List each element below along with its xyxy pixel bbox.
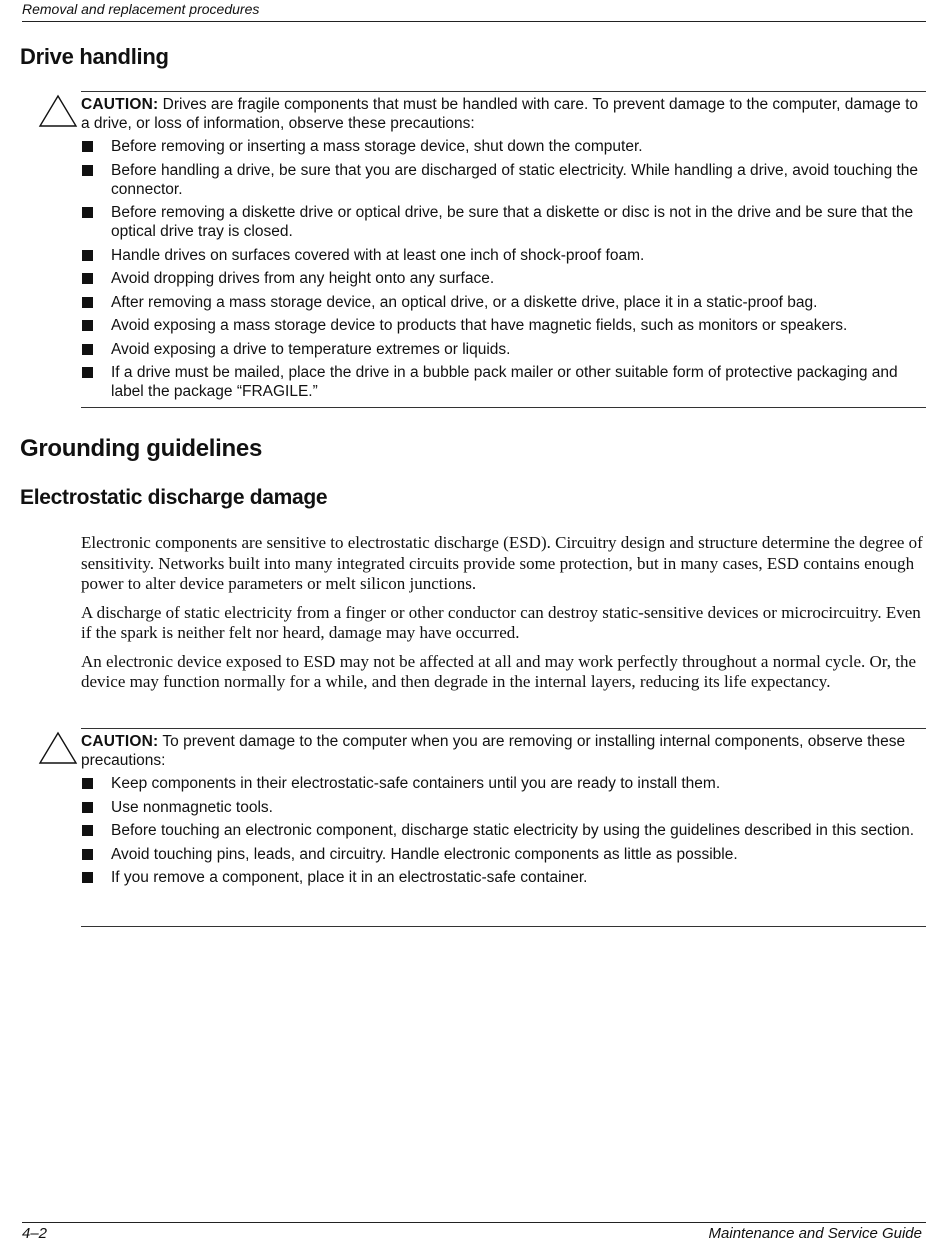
list-item-text: Before removing a diskette drive or optical drive, be sure that a diskette or disc is not in the drive and be sure that the optical drive tray is closed. — [111, 204, 914, 240]
list-item-text: If you remove a component, place it in an electrostatic-safe container. — [111, 869, 588, 886]
heading-drive-handling: Drive handling — [20, 44, 169, 69]
paragraph: An electronic device exposed to ESD may not be affected at all and may work perfectly throughout a normal cycle. Or, the device may function normally for a while, and then degrade in the internal layers, reducing its life expectancy. — [81, 651, 917, 691]
bullet-square-icon — [82, 250, 93, 261]
bullet-square-icon — [82, 165, 93, 176]
bullet-square-icon — [82, 141, 93, 152]
esd-body-text — [81, 533, 926, 701]
list-item-text: Before touching an electronic component, discharge static electricity by using the guidelines described in this section. — [111, 822, 915, 839]
list-item — [81, 293, 926, 312]
list-item — [81, 340, 926, 359]
list-item-text: Before removing or inserting a mass storage device, shut down the computer. — [111, 138, 643, 155]
list-item — [81, 316, 926, 335]
heading-electrostatic-discharge: Electrostatic discharge damage — [20, 486, 328, 509]
list-item — [81, 161, 926, 199]
running-header — [22, 0, 926, 22]
caution-triangle-icon — [38, 731, 78, 765]
caution-box-drive-handling — [81, 91, 926, 408]
precaution-list-drive-handling — [81, 137, 926, 401]
list-item-text: After removing a mass storage device, an optical drive, or a diskette drive, place it in a static-proof bag. — [111, 293, 818, 311]
bullet-square-icon — [82, 344, 93, 355]
running-header-title: Removal and replacement procedures — [22, 1, 260, 17]
bullet-square-icon — [82, 849, 93, 860]
bullet-square-icon — [82, 825, 93, 836]
caution-lead-drive-handling — [81, 95, 926, 133]
list-item — [81, 203, 926, 241]
caution-triangle-icon — [38, 94, 78, 128]
running-footer — [22, 1222, 926, 1245]
bullet-square-icon — [82, 778, 93, 789]
bullet-square-icon — [82, 297, 93, 308]
list-item-text: Avoid exposing a mass storage device to products that have magnetic fields, such as monitors or speakers. — [111, 317, 848, 334]
bullet-square-icon — [82, 802, 93, 813]
list-item — [81, 798, 926, 817]
caution-text: Drives are fragile components that must be handled with care. To prevent damage to the computer, damage to a drive, or loss of information, observe these precautions: — [81, 96, 919, 132]
list-item — [81, 774, 926, 793]
list-item-text: If a drive must be mailed, place the drive in a bubble pack mailer or other suitable form of protective packaging and label the package “FRAGILE.” — [111, 364, 898, 400]
list-item — [81, 821, 926, 840]
list-item — [81, 868, 926, 887]
caution-lead-esd — [81, 732, 926, 770]
bullet-square-icon — [82, 872, 93, 883]
guide-title: Maintenance and Service Guide — [708, 1225, 922, 1242]
list-item-text: Avoid exposing a drive to temperature extremes or liquids. — [111, 340, 511, 358]
list-item — [81, 845, 926, 864]
list-item — [81, 246, 926, 265]
precaution-list-esd — [81, 774, 926, 887]
caution-label: CAUTION: — [81, 733, 159, 750]
caution-label: CAUTION: — [81, 96, 159, 113]
list-item-text: Use nonmagnetic tools. — [111, 798, 273, 816]
bullet-square-icon — [82, 207, 93, 218]
bullet-square-icon — [82, 273, 93, 284]
list-item-text: Before handling a drive, be sure that you are discharged of static electricity. While handling a drive, avoid touching the connector. — [111, 161, 919, 198]
list-item-text: Avoid dropping drives from any height onto any surface. — [111, 270, 495, 287]
caution-box-esd — [81, 728, 926, 927]
bullet-square-icon — [82, 367, 93, 378]
list-item-text: Handle drives on surfaces covered with at least one inch of shock-proof foam. — [111, 246, 645, 264]
paragraph: A discharge of static electricity from a finger or other conductor can destroy static-sensitive devices or microcircuitry. Even if the spark is neither felt nor heard, damage may have occurred. — [81, 602, 921, 642]
list-item-text: Keep components in their electrostatic-safe containers until you are ready to install them. — [111, 775, 721, 792]
caution-text: To prevent damage to the computer when you are removing or installing internal components, observe these precautions: — [81, 733, 906, 769]
paragraph: Electronic components are sensitive to electrostatic discharge (ESD). Circuitry design and structure determine the degree of sensitivity. Networks built into many integrated circuits provide some protection, but in many cases, ESD contains enough power to alter device parameters or melt silicon junctions. — [81, 533, 923, 593]
list-item-text: Avoid touching pins, leads, and circuitry. Handle electronic components as little as possible. — [111, 845, 738, 863]
bullet-square-icon — [82, 320, 93, 331]
page-number: 4–2 — [22, 1225, 48, 1242]
heading-grounding-guidelines: Grounding guidelines — [20, 435, 262, 462]
list-item — [81, 363, 926, 401]
list-item — [81, 269, 926, 288]
list-item — [81, 137, 926, 156]
